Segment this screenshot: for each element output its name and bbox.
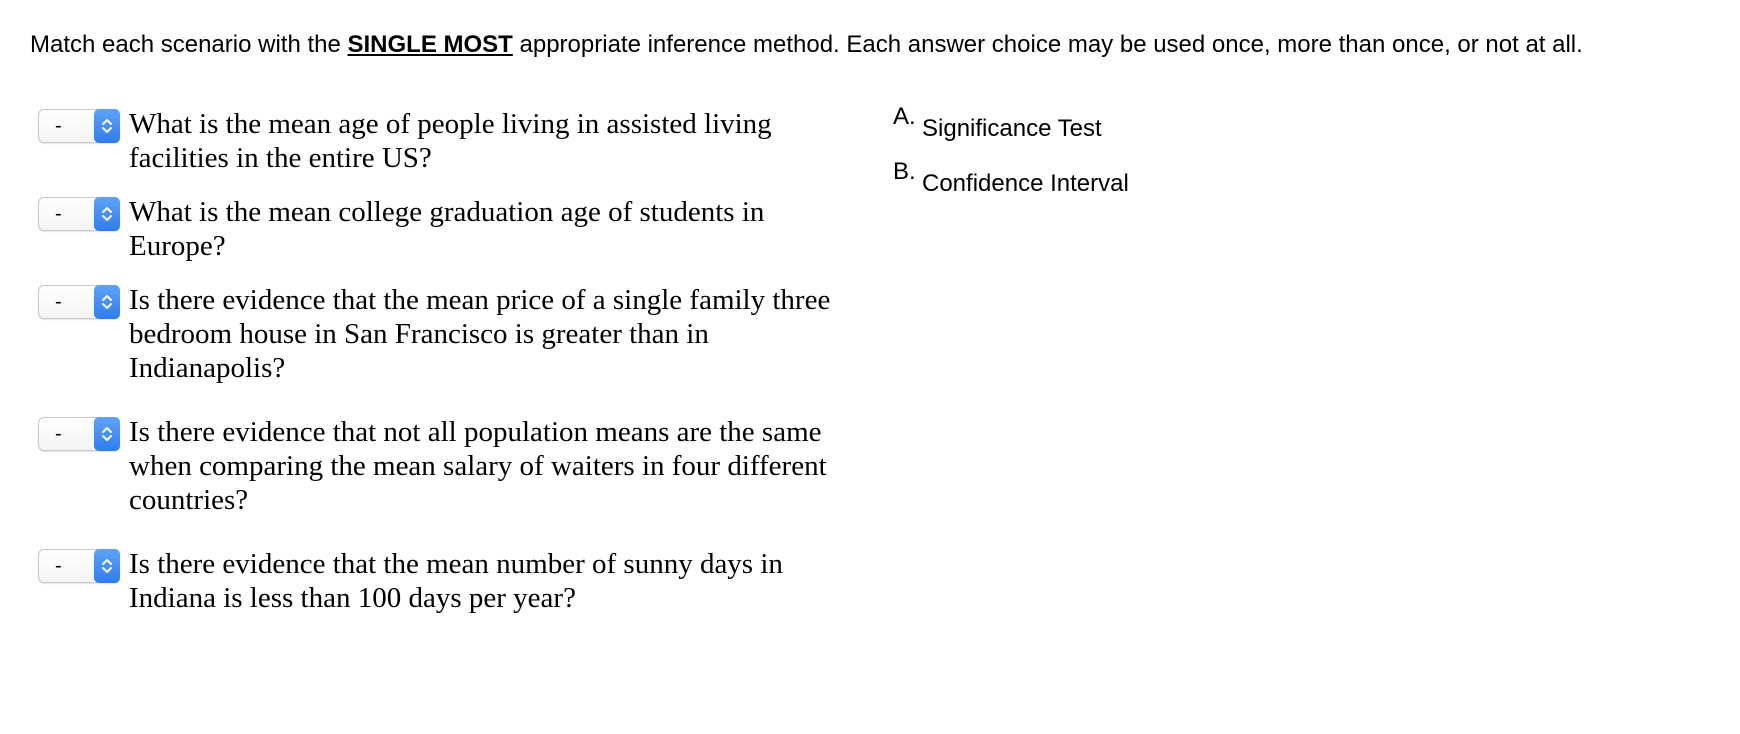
answer-select-3[interactable] [38, 285, 120, 319]
question-text: Is there evidence that not all population means are the same when comparing the mean salary of waiters in four different countries? [129, 416, 827, 516]
question-item-2 [38, 196, 868, 284]
answer-select-value: - [55, 423, 62, 445]
answer-text: Significance Test [922, 115, 1102, 142]
question-text: Is there evidence that the mean number of sunny days in Indiana is less than 100 days per year? [129, 548, 783, 614]
answer-select-5[interactable] [38, 549, 120, 583]
instructions-emphasis: SINGLE MOST [347, 31, 513, 58]
question-item-1 [38, 108, 868, 196]
up-down-chevron-icon [94, 109, 120, 143]
answer-select-2[interactable] [38, 197, 120, 231]
question-text: What is the mean age of people living in assisted living facilities in the entire US? [129, 108, 772, 174]
question-text: Is there evidence that the mean price of a single family three bedroom house in San Francisco is greater than in Indianapolis? [129, 284, 831, 384]
answer-select-value: - [55, 203, 62, 225]
up-down-chevron-icon [94, 197, 120, 231]
up-down-chevron-icon [94, 417, 120, 451]
answer-select-4[interactable] [38, 417, 120, 451]
answer-letter: B. [893, 158, 916, 185]
question-text: What is the mean college graduation age of students in Europe? [129, 196, 765, 262]
answer-select-value: - [55, 555, 62, 577]
up-down-chevron-icon [94, 285, 120, 319]
instructions-lead: Match each scenario with the [30, 31, 348, 58]
answer-select-value: - [55, 115, 62, 137]
answer-text: Confidence Interval [922, 170, 1129, 197]
question-list [38, 108, 868, 636]
up-down-chevron-icon [94, 549, 120, 583]
question-item-5 [38, 548, 868, 636]
answer-letter: A. [893, 103, 916, 130]
answer-select-1[interactable] [38, 109, 120, 143]
question-item-3 [38, 284, 868, 416]
question-item-4 [38, 416, 868, 548]
instructions-tail: appropriate inference method. Each answer choice may be used once, more than once, or not at all. [512, 31, 1583, 58]
instructions-text [30, 30, 1720, 60]
answer-select-value: - [55, 291, 62, 313]
